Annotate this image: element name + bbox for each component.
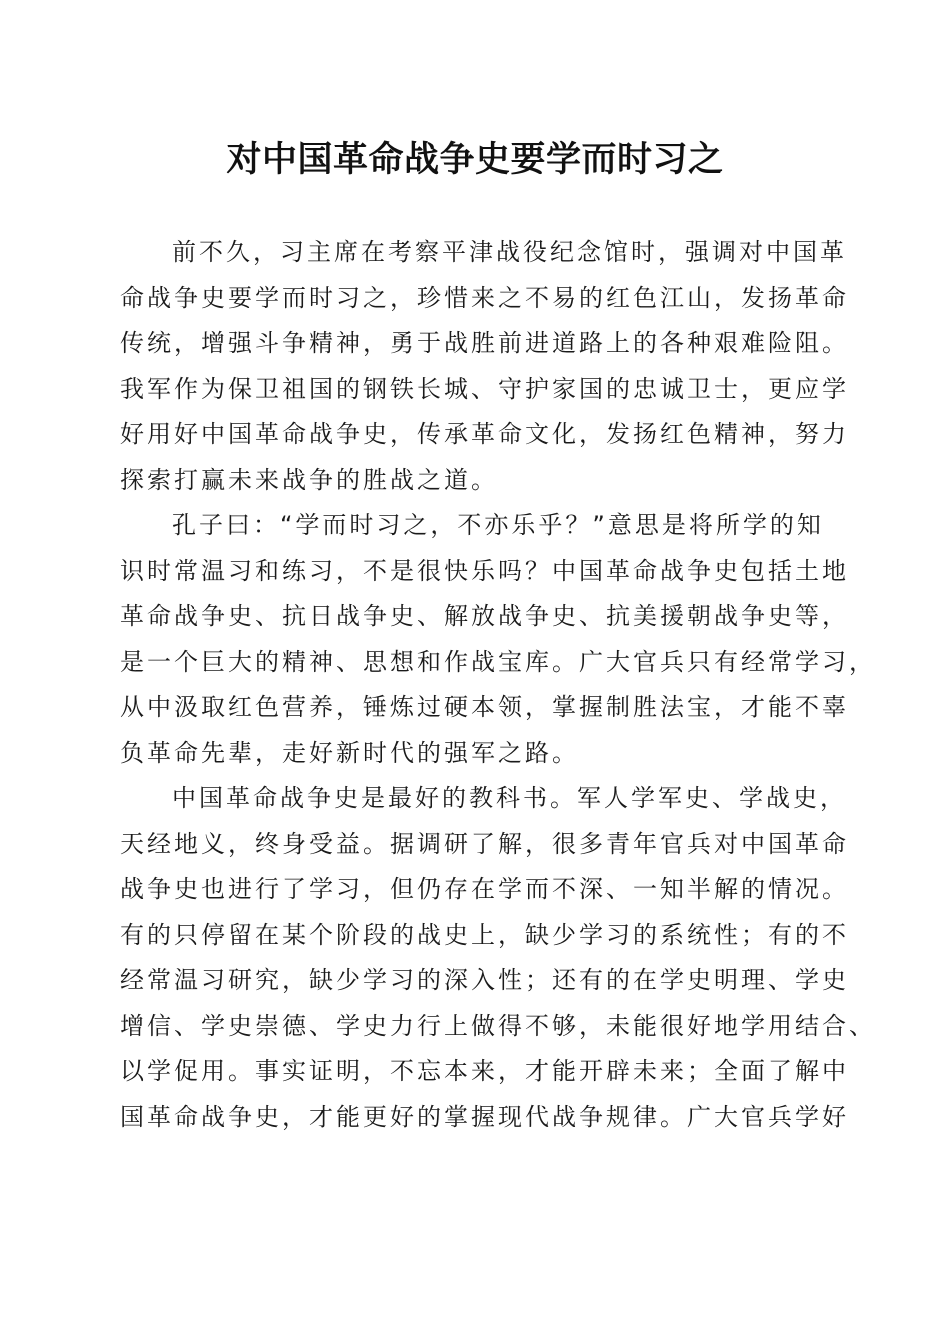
text-line: 负革命先辈，走好新时代的强军之路。 xyxy=(120,738,579,767)
document-title: 对中国革命战争史要学而时习之 xyxy=(226,139,724,180)
text-line: 传统，增强斗争精神，勇于战胜前进道路上的各种艰难险阻。 xyxy=(120,329,849,357)
paragraph-2 xyxy=(120,503,876,776)
text-line: 战争史也进行了学习，但仍存在学而不深、一知半解的情况。 xyxy=(120,875,849,903)
text-line: 前不久，习主席在考察平津战役纪念馆时，强调对中国革 xyxy=(172,238,847,266)
text-line: 国革命战争史，才能更好的掌握现代战争规律。广大官兵学好 xyxy=(120,1102,849,1131)
text-line: 经常温习研究，缺少学习的深入性；还有的在学史明理、学史 xyxy=(120,966,849,994)
document-body xyxy=(120,230,876,1140)
text-line: 识时常温习和练习，不是很快乐吗？中国革命战争史包括土地 xyxy=(120,556,849,585)
text-line: 以学促用。事实证明，不忘本来，才能开辟未来；全面了解中 xyxy=(120,1057,849,1085)
paragraph-3 xyxy=(120,776,876,1140)
text-line: 命战争史要学而时习之，珍惜来之不易的红色江山，发扬革命 xyxy=(120,283,849,312)
text-line: 我军作为保卫祖国的钢铁长城、守护家国的忠诚卫士，更应学 xyxy=(120,374,849,403)
text-line: 革命战争史、抗日战争史、解放战争史、抗美援朝战争史等， xyxy=(120,602,849,630)
text-line: 是一个巨大的精神、思想和作战宝库。广大官兵只有经常学习， xyxy=(120,647,876,676)
text-line: 从中汲取红色营养，锤炼过硬本领，掌握制胜法宝，才能不辜 xyxy=(120,693,849,721)
text-line: 有的只停留在某个阶段的战史上，缺少学习的系统性；有的不 xyxy=(120,920,849,949)
text-line: 增信、学史崇德、学史力行上做得不够，未能很好地学用结合、 xyxy=(120,1011,876,1040)
paragraph-1 xyxy=(120,230,849,503)
text-line: 好用好中国革命战争史，传承革命文化，发扬红色精神，努力 xyxy=(120,420,849,448)
text-line: 探索打赢未来战争的胜战之道。 xyxy=(120,465,498,494)
text-line: 中国革命战争史是最好的教科书。军人学军史、学战史， xyxy=(172,784,847,812)
text-line: 天经地义，终身受益。据调研了解，很多青年官兵对中国革命 xyxy=(120,829,849,858)
text-line: 孔子曰：“学而时习之，不亦乐乎？”意思是将所学的知 xyxy=(172,511,824,539)
